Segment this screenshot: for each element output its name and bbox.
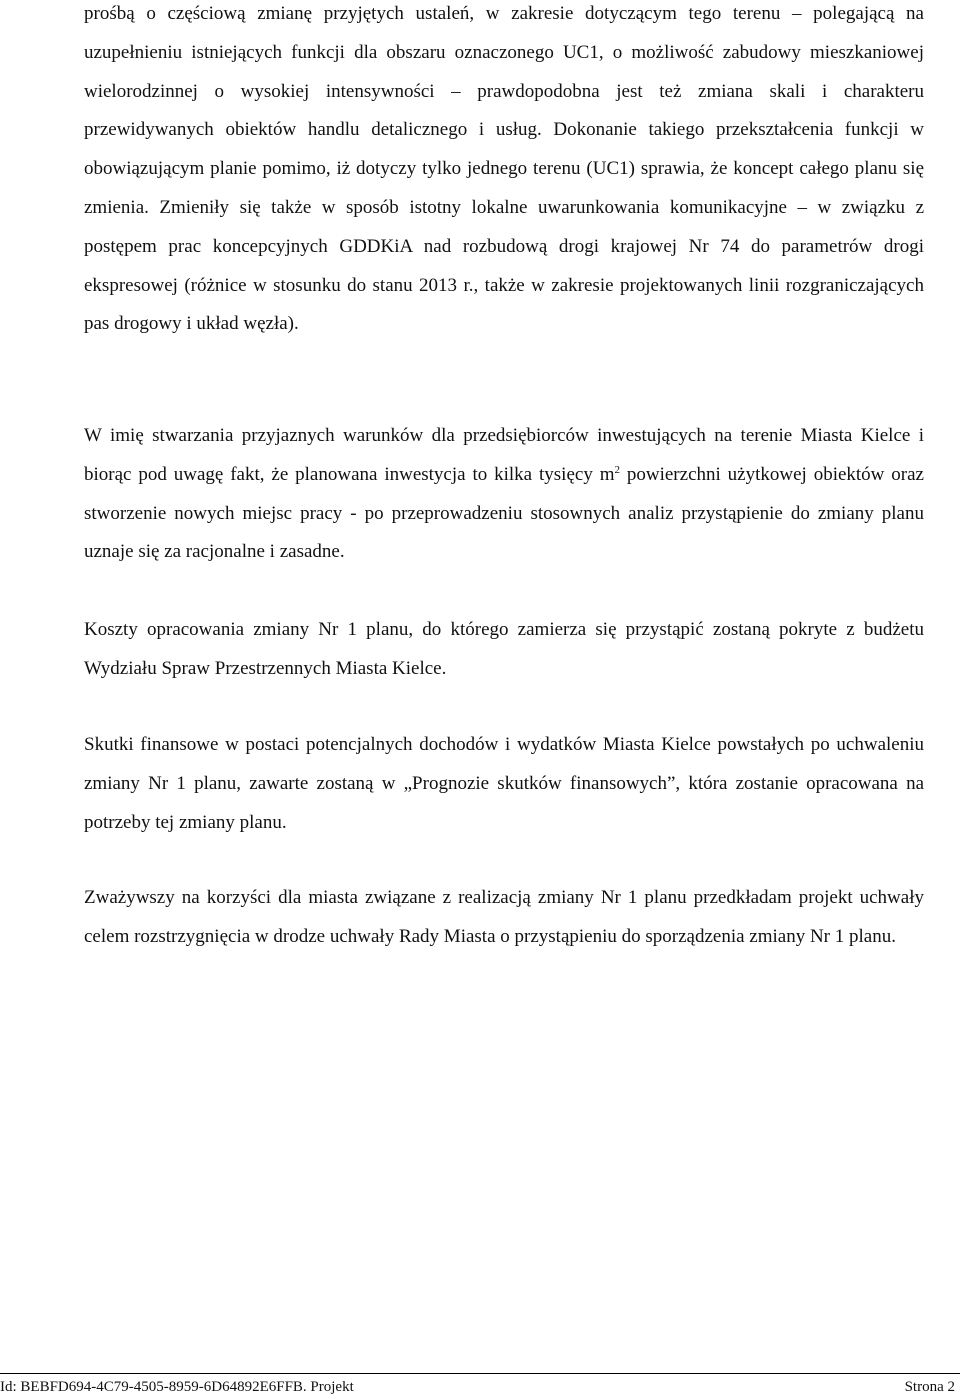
footer-divider (0, 1373, 960, 1374)
paragraph-change-justification: prośbą o częściową zmianę przyjętych ustaleń, w zakresie dotyczącym tego terenu – polegającą na uzupełnieniu istniejących funkcji dla obszaru oznaczonego UC1, o możliwość zabudowy mieszkaniowej wielorodzinnej o wysokiej intensywności – prawdopodobna jest też zmiana skali i charakteru przewidywanych obiektów handlu detalicznego i usług. Dokonanie takiego przekształcenia funkcji w obowiązującym planie pomimo, iż dotyczy tylko jednego terenu (UC1) sprawia, że koncept całego planu się zmienia. Zmieniły się także w sposób istotny lokalne uwarunkowania komunikacyjne – w związku z postępem prac koncepcyjnych GDDKiA nad rozbudową drogi krajowej Nr 74 do parametrów drogi ekspresowej (różnice w stosunku do stanu 2013 r., także w zakresie projektowanych linii rozgraniczających pas drogowy i układ węzła). (84, 3, 924, 335)
document-id: Id: BEBFD694-4C79-4505-8959-6D64892E6FFB. Projekt (0, 1379, 354, 1395)
page-footer (0, 1376, 960, 1398)
paragraph-investment-rationale-text: W imię stwarzania przyjaznych warunków dla przedsiębiorców inwestujących na terenie Miasta Kielce i biorąc pod uwagę fakt, że planowana inwestycja to kilka tysięcy m (84, 425, 924, 485)
paragraph-investment-rationale (84, 417, 924, 572)
paragraph-conclusion: Zważywszy na korzyści dla miasta związane z realizacją zmiany Nr 1 planu przedkładam projekt uchwały celem rozstrzygnięcia w drodze uchwały Rady Miasta o przystąpieniu do sporządzenia zmiany Nr 1 planu. (84, 887, 924, 947)
square-meter-superscript: 2 (614, 463, 620, 476)
paragraph-costs: Koszty opracowania zmiany Nr 1 planu, do którego zamierza się przystąpić zostaną pokryte z budżetu Wydziału Spraw Przestrzennych Miasta Kielce. (84, 619, 924, 679)
paragraph-financial-effects: Skutki finansowe w postaci potencjalnych dochodów i wydatków Miasta Kielce powstałych po uchwaleniu zmiany Nr 1 planu, zawarte zostaną w „Prognozie skutków finansowych”, która zostanie opracowana na potrzeby tej zmiany planu. (84, 734, 924, 833)
page-number: Strona 2 (904, 1379, 955, 1395)
paragraph-investment-rationale-text-cont: powierzchni użytkowej obiektów oraz stworzenie nowych miejsc pracy - po przeprowadzeniu stosownych analiz przystąpienie do zmiany planu uznaje się za racjonalne i zasadne. (84, 463, 924, 563)
